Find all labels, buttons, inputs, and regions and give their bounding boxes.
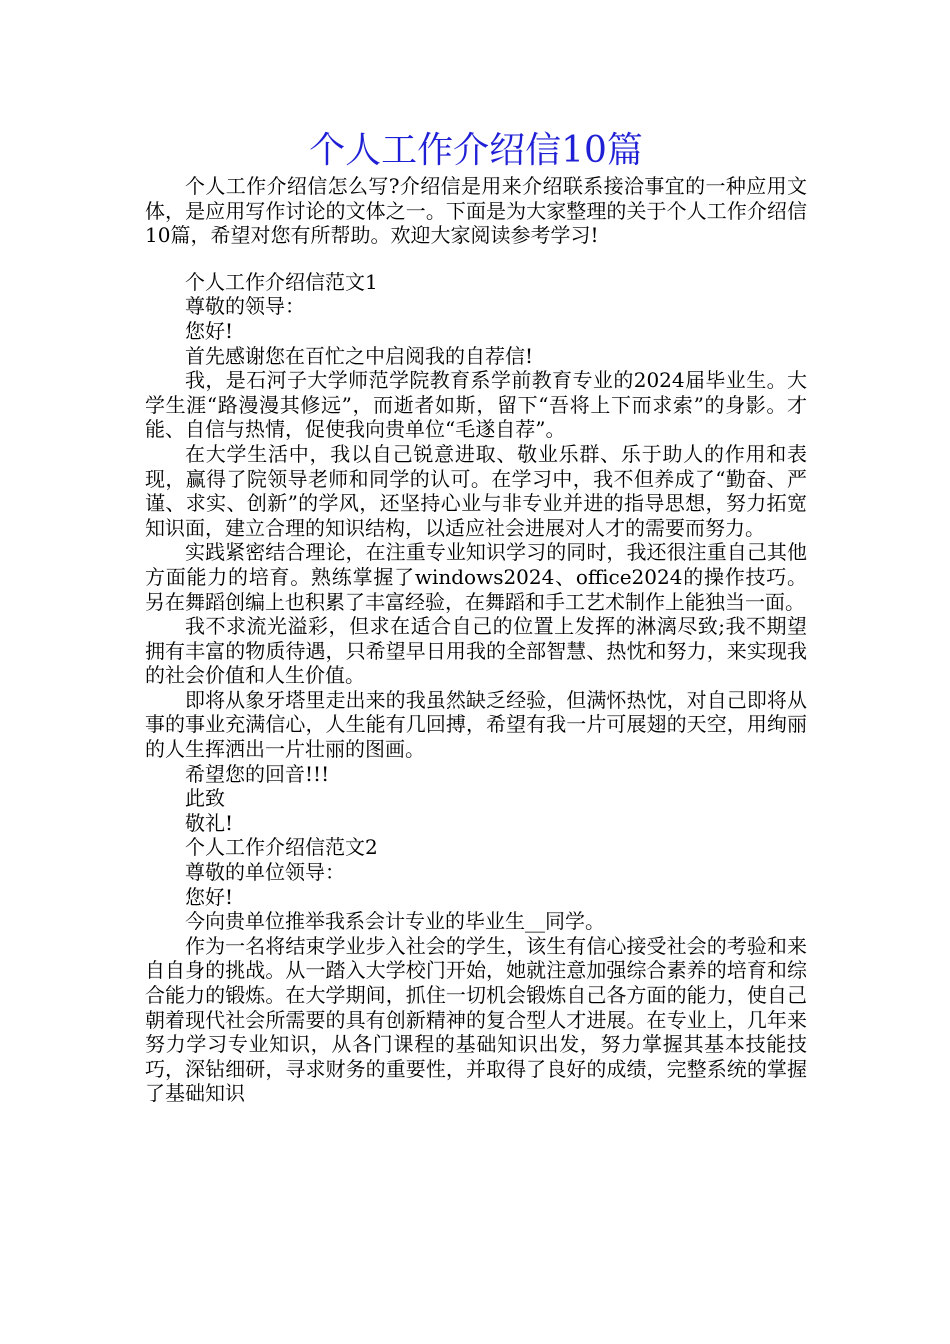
sample1-closing-3: 敬礼! [185,810,234,835]
sample2-greeting: 您好! [185,884,234,909]
document-page [145,128,807,1106]
sample1-opening: 首先感谢您在百忙之中启阅我的自荐信! [185,343,534,368]
paragraph-gap [145,248,807,270]
document-title: 个人工作介绍信10篇 [309,130,643,171]
sample1-paragraph-5: 即将从象牙塔里走出来的我虽然缺乏经验，但满怀热忱，对自己即将从事的事业充满信心，人生能有几回搏，希望有我一片可展翅的天空，用绚丽的人生挥洒出一片壮丽的图画。 [145,687,807,762]
sample1-paragraph-4: 我不求流光溢彩，但求在适合自己的位置上发挥的淋漓尽致;我不期望拥有丰富的物质待遇，只希望早日用我的全部智慧、热忱和努力，来实现我的社会价值和人生价值。 [145,614,807,688]
sample1-closing-2: 此致 [185,786,225,811]
sample1-heading: 个人工作介绍信范文1 [185,269,378,294]
sample2-paragraph: 作为一名将结束学业步入社会的学生，该生有信心接受社会的考验和来自自身的挑战。从一踏入大学校门开始，她就注意加强综合素养的培育和综合能力的锻炼。在大学期间，抓住一切机会锻炼自己各方面的能力，使自己朝着现代社会所需要的具有创新精神的复合型人才进展。在专业上，几年来努力学习专业知识，从各门课程的基础知识出发，努力掌握其基本技能技巧，深钻细研，寻求财务的重要性，并取得了良好的成绩，完整系统的掌握了基础知识 [145,933,807,1106]
sample1-paragraph-2: 在大学生活中，我以自己锐意进取、敬业乐群、乐于助人的作用和表现，赢得了院领导老师和同学的认可。在学习中，我不但养成了“勤奋、严谨、求实、创新”的学风，还坚持心业与非专业并进的指导思想，努力拓宽知识面，建立合理的知识结构，以适应社会进展对人才的需要而努力。 [145,441,807,540]
sample1-salutation: 尊敬的领导： [185,294,305,319]
sample1-closing-1: 希望您的回音!!! [185,761,330,786]
sample1-paragraph-1: 我，是石河子大学师范学院教育系学前教育专业的2024届毕业生。大学生涯“路漫漫其修远”，而逝者如斯，留下“吾将上下而求索”的身影。才能、自信与热情，促使我向贵单位“毛遂自荐”。 [145,368,807,442]
sample2-salutation: 尊敬的单位领导： [185,860,345,885]
sample1-greeting: 您好! [185,318,234,343]
intro-paragraph: 个人工作介绍信怎么写?介绍信是用来介绍联系接洽事宜的一种应用文体，是应用写作讨论的文体之一。下面是为大家整理的关于个人工作介绍信10篇，希望对您有所帮助。欢迎大家阅读参考学习! [145,174,807,248]
sample2-heading: 个人工作介绍信范文2 [185,835,378,860]
sample2-opening: 今向贵单位推举我系会计专业的毕业生__同学。 [185,909,605,934]
sample1-paragraph-3: 实践紧密结合理论，在注重专业知识学习的同时，我还很注重自己其他方面能力的培育。熟练掌握了windows2024、office2024的操作技巧。另在舞蹈创编上也积累了丰富经验，在舞蹈和手工艺术制作上能独当一面。 [145,540,807,614]
